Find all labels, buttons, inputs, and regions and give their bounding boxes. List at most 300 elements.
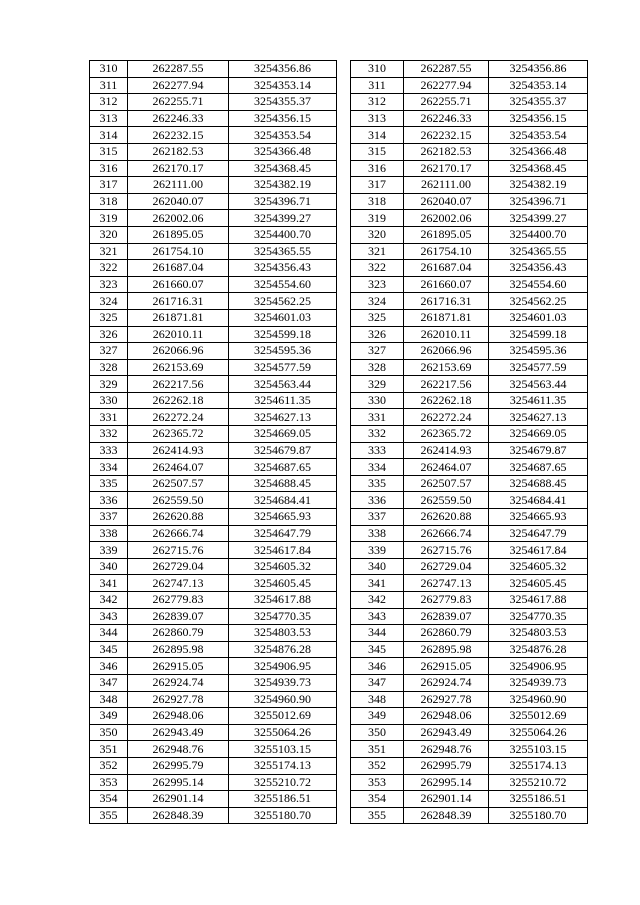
point-number-cell: 320 [351,226,404,243]
x-coordinate-cell: 262915.05 [404,658,489,675]
x-coordinate-cell: 262287.55 [404,61,489,78]
table-row [90,492,337,509]
table-row [351,226,588,243]
y-coordinate-cell: 3254665.93 [229,509,337,526]
table-row [90,459,337,476]
table-row [90,475,337,492]
table-row [351,276,588,293]
x-coordinate-cell: 262915.05 [128,658,229,675]
y-coordinate-cell: 3254611.35 [229,392,337,409]
y-coordinate-cell: 3254679.87 [489,442,588,459]
y-coordinate-cell: 3254382.19 [229,177,337,194]
coordinate-table-right [350,60,588,824]
x-coordinate-cell: 262287.55 [128,61,229,78]
table-row [351,426,588,443]
x-coordinate-cell: 262272.24 [128,409,229,426]
y-coordinate-cell: 3254396.71 [489,193,588,210]
point-number-cell: 344 [90,625,128,642]
point-number-cell: 310 [351,61,404,78]
point-number-cell: 326 [90,326,128,343]
point-number-cell: 313 [90,110,128,127]
x-coordinate-cell: 262246.33 [404,110,489,127]
x-coordinate-cell: 262464.07 [404,459,489,476]
x-coordinate-cell: 261871.81 [128,309,229,326]
y-coordinate-cell: 3254684.41 [489,492,588,509]
y-coordinate-cell: 3254770.35 [229,608,337,625]
y-coordinate-cell: 3254599.18 [229,326,337,343]
y-coordinate-cell: 3254400.70 [489,226,588,243]
y-coordinate-cell: 3254366.48 [489,143,588,160]
point-number-cell: 324 [90,293,128,310]
table-row [351,658,588,675]
y-coordinate-cell: 3255186.51 [229,791,337,808]
table-row [351,757,588,774]
x-coordinate-cell: 262246.33 [128,110,229,127]
x-coordinate-cell: 262901.14 [128,791,229,808]
x-coordinate-cell: 262559.50 [404,492,489,509]
point-number-cell: 335 [351,475,404,492]
point-number-cell: 326 [351,326,404,343]
y-coordinate-cell: 3255174.13 [489,757,588,774]
y-coordinate-cell: 3254960.90 [229,691,337,708]
point-number-cell: 352 [90,757,128,774]
x-coordinate-cell: 261660.07 [404,276,489,293]
y-coordinate-cell: 3254627.13 [229,409,337,426]
y-coordinate-cell: 3254595.36 [489,343,588,360]
coordinate-table-left [89,60,337,824]
y-coordinate-cell: 3254353.54 [489,127,588,144]
table-row [351,177,588,194]
y-coordinate-cell: 3254647.79 [489,525,588,542]
x-coordinate-cell: 262464.07 [128,459,229,476]
table-row [90,592,337,609]
y-coordinate-cell: 3254353.14 [489,77,588,94]
point-number-cell: 347 [351,674,404,691]
x-coordinate-cell: 262620.88 [404,509,489,526]
point-number-cell: 342 [351,592,404,609]
point-number-cell: 316 [351,160,404,177]
point-number-cell: 311 [351,77,404,94]
x-coordinate-cell: 262066.96 [404,343,489,360]
x-coordinate-cell: 262995.14 [404,774,489,791]
table-row [90,193,337,210]
point-number-cell: 342 [90,592,128,609]
x-coordinate-cell: 262010.11 [404,326,489,343]
y-coordinate-cell: 3254356.86 [229,61,337,78]
table-row [90,542,337,559]
x-coordinate-cell: 262715.76 [404,542,489,559]
point-number-cell: 323 [90,276,128,293]
table-row [90,226,337,243]
y-coordinate-cell: 3254356.15 [229,110,337,127]
table-row [351,492,588,509]
x-coordinate-cell: 261754.10 [404,243,489,260]
x-coordinate-cell: 262217.56 [404,376,489,393]
y-coordinate-cell: 3254627.13 [489,409,588,426]
point-number-cell: 314 [351,127,404,144]
point-number-cell: 340 [90,558,128,575]
point-number-cell: 340 [351,558,404,575]
y-coordinate-cell: 3254605.45 [489,575,588,592]
y-coordinate-cell: 3254399.27 [489,210,588,227]
y-coordinate-cell: 3254687.65 [229,459,337,476]
table-row [351,376,588,393]
table-row [90,509,337,526]
x-coordinate-cell: 262272.24 [404,409,489,426]
x-coordinate-cell: 262277.94 [128,77,229,94]
x-coordinate-cell: 262414.93 [128,442,229,459]
x-coordinate-cell: 261716.31 [404,293,489,310]
table-row [351,475,588,492]
coordinate-table-right-body [351,61,588,824]
table-row [90,791,337,808]
point-number-cell: 328 [351,359,404,376]
point-number-cell: 350 [351,724,404,741]
table-row [351,110,588,127]
point-number-cell: 348 [90,691,128,708]
x-coordinate-cell: 262948.76 [404,741,489,758]
x-coordinate-cell: 262943.49 [128,724,229,741]
table-row [90,625,337,642]
y-coordinate-cell: 3255210.72 [229,774,337,791]
table-row [351,293,588,310]
table-row [351,61,588,78]
point-number-cell: 345 [351,641,404,658]
y-coordinate-cell: 3254356.86 [489,61,588,78]
point-number-cell: 349 [90,708,128,725]
y-coordinate-cell: 3254617.84 [489,542,588,559]
y-coordinate-cell: 3254595.36 [229,343,337,360]
table-row [90,774,337,791]
table-row [90,276,337,293]
x-coordinate-cell: 262995.79 [404,757,489,774]
x-coordinate-cell: 262924.74 [128,674,229,691]
table-row [90,724,337,741]
table-row [90,343,337,360]
x-coordinate-cell: 262002.06 [128,210,229,227]
y-coordinate-cell: 3254669.05 [489,426,588,443]
x-coordinate-cell: 262111.00 [128,177,229,194]
y-coordinate-cell: 3255064.26 [489,724,588,741]
table-row [351,143,588,160]
point-number-cell: 333 [351,442,404,459]
point-number-cell: 329 [351,376,404,393]
y-coordinate-cell: 3255210.72 [489,774,588,791]
table-row [351,359,588,376]
y-coordinate-cell: 3255186.51 [489,791,588,808]
x-coordinate-cell: 262217.56 [128,376,229,393]
table-row [90,608,337,625]
table-row [351,641,588,658]
y-coordinate-cell: 3255174.13 [229,757,337,774]
y-coordinate-cell: 3254365.55 [489,243,588,260]
point-number-cell: 348 [351,691,404,708]
point-number-cell: 355 [351,807,404,824]
y-coordinate-cell: 3254365.55 [229,243,337,260]
table-row [90,575,337,592]
point-number-cell: 351 [90,741,128,758]
x-coordinate-cell: 262729.04 [404,558,489,575]
point-number-cell: 355 [90,807,128,824]
x-coordinate-cell: 262232.15 [128,127,229,144]
x-coordinate-cell: 261687.04 [128,260,229,277]
x-coordinate-cell: 262948.06 [404,708,489,725]
y-coordinate-cell: 3254563.44 [489,376,588,393]
y-coordinate-cell: 3254960.90 [489,691,588,708]
x-coordinate-cell: 262153.69 [128,359,229,376]
y-coordinate-cell: 3254617.88 [489,592,588,609]
point-number-cell: 351 [351,741,404,758]
point-number-cell: 354 [351,791,404,808]
point-number-cell: 334 [351,459,404,476]
point-number-cell: 341 [351,575,404,592]
table-row [351,442,588,459]
point-number-cell: 329 [90,376,128,393]
table-row [90,110,337,127]
table-row [351,575,588,592]
table-row [351,243,588,260]
point-number-cell: 331 [90,409,128,426]
y-coordinate-cell: 3254665.93 [489,509,588,526]
table-row [90,658,337,675]
table-row [90,807,337,824]
table-row [351,791,588,808]
table-row [90,376,337,393]
table-row [351,608,588,625]
y-coordinate-cell: 3254577.59 [489,359,588,376]
x-coordinate-cell: 262010.11 [128,326,229,343]
point-number-cell: 314 [90,127,128,144]
x-coordinate-cell: 262747.13 [404,575,489,592]
x-coordinate-cell: 262170.17 [128,160,229,177]
point-number-cell: 312 [90,94,128,111]
x-coordinate-cell: 262040.07 [128,193,229,210]
point-number-cell: 353 [90,774,128,791]
point-number-cell: 318 [90,193,128,210]
y-coordinate-cell: 3254617.84 [229,542,337,559]
x-coordinate-cell: 262414.93 [404,442,489,459]
x-coordinate-cell: 261660.07 [128,276,229,293]
x-coordinate-cell: 262839.07 [404,608,489,625]
point-number-cell: 319 [90,210,128,227]
y-coordinate-cell: 3255064.26 [229,724,337,741]
point-number-cell: 325 [351,309,404,326]
table-row [90,210,337,227]
table-row [90,160,337,177]
table-row [90,426,337,443]
y-coordinate-cell: 3254906.95 [229,658,337,675]
point-number-cell: 335 [90,475,128,492]
point-number-cell: 343 [351,608,404,625]
x-coordinate-cell: 262507.57 [404,475,489,492]
y-coordinate-cell: 3254554.60 [229,276,337,293]
table-row [90,558,337,575]
table-row [90,641,337,658]
x-coordinate-cell: 262948.76 [128,741,229,758]
x-coordinate-cell: 262995.14 [128,774,229,791]
point-number-cell: 315 [90,143,128,160]
x-coordinate-cell: 262924.74 [404,674,489,691]
table-row [351,210,588,227]
x-coordinate-cell: 262620.88 [128,509,229,526]
x-coordinate-cell: 262066.96 [128,343,229,360]
y-coordinate-cell: 3254687.65 [489,459,588,476]
x-coordinate-cell: 262153.69 [404,359,489,376]
y-coordinate-cell: 3254939.73 [229,674,337,691]
x-coordinate-cell: 262860.79 [404,625,489,642]
y-coordinate-cell: 3254399.27 [229,210,337,227]
point-number-cell: 336 [351,492,404,509]
table-row [351,459,588,476]
x-coordinate-cell: 262365.72 [128,426,229,443]
y-coordinate-cell: 3254601.03 [489,309,588,326]
point-number-cell: 312 [351,94,404,111]
table-row [351,343,588,360]
table-row [90,674,337,691]
y-coordinate-cell: 3254688.45 [489,475,588,492]
y-coordinate-cell: 3254684.41 [229,492,337,509]
table-row [351,392,588,409]
table-row [351,807,588,824]
x-coordinate-cell: 262895.98 [128,641,229,658]
x-coordinate-cell: 261871.81 [404,309,489,326]
point-number-cell: 325 [90,309,128,326]
y-coordinate-cell: 3254647.79 [229,525,337,542]
point-number-cell: 327 [90,343,128,360]
table-row [90,359,337,376]
table-row [90,409,337,426]
y-coordinate-cell: 3254605.32 [229,558,337,575]
y-coordinate-cell: 3254368.45 [229,160,337,177]
table-row [90,143,337,160]
point-number-cell: 322 [90,260,128,277]
x-coordinate-cell: 262262.18 [404,392,489,409]
x-coordinate-cell: 262848.39 [128,807,229,824]
y-coordinate-cell: 3255012.69 [489,708,588,725]
point-number-cell: 321 [351,243,404,260]
table-row [351,592,588,609]
x-coordinate-cell: 262860.79 [128,625,229,642]
y-coordinate-cell: 3254906.95 [489,658,588,675]
x-coordinate-cell: 262901.14 [404,791,489,808]
y-coordinate-cell: 3254563.44 [229,376,337,393]
point-number-cell: 343 [90,608,128,625]
y-coordinate-cell: 3254770.35 [489,608,588,625]
point-number-cell: 323 [351,276,404,293]
x-coordinate-cell: 262232.15 [404,127,489,144]
y-coordinate-cell: 3254355.37 [489,94,588,111]
x-coordinate-cell: 262255.71 [404,94,489,111]
table-row [90,392,337,409]
table-row [351,708,588,725]
table-row [351,260,588,277]
point-number-cell: 334 [90,459,128,476]
x-coordinate-cell: 262779.83 [404,592,489,609]
point-number-cell: 338 [90,525,128,542]
x-coordinate-cell: 261687.04 [404,260,489,277]
x-coordinate-cell: 262255.71 [128,94,229,111]
point-number-cell: 331 [351,409,404,426]
coordinate-table-left-body [90,61,337,824]
x-coordinate-cell: 262948.06 [128,708,229,725]
table-row [90,177,337,194]
point-number-cell: 322 [351,260,404,277]
y-coordinate-cell: 3254803.53 [229,625,337,642]
table-row [351,309,588,326]
y-coordinate-cell: 3254382.19 [489,177,588,194]
point-number-cell: 317 [90,177,128,194]
x-coordinate-cell: 262848.39 [404,807,489,824]
y-coordinate-cell: 3254562.25 [489,293,588,310]
y-coordinate-cell: 3254688.45 [229,475,337,492]
y-coordinate-cell: 3254356.15 [489,110,588,127]
point-number-cell: 332 [351,426,404,443]
point-number-cell: 338 [351,525,404,542]
x-coordinate-cell: 262927.78 [128,691,229,708]
x-coordinate-cell: 262927.78 [404,691,489,708]
table-row [351,741,588,758]
point-number-cell: 341 [90,575,128,592]
x-coordinate-cell: 261895.05 [404,226,489,243]
x-coordinate-cell: 262747.13 [128,575,229,592]
x-coordinate-cell: 262839.07 [128,608,229,625]
point-number-cell: 324 [351,293,404,310]
y-coordinate-cell: 3254939.73 [489,674,588,691]
table-row [90,94,337,111]
table-row [351,77,588,94]
x-coordinate-cell: 262666.74 [128,525,229,542]
y-coordinate-cell: 3255012.69 [229,708,337,725]
point-number-cell: 315 [351,143,404,160]
point-number-cell: 349 [351,708,404,725]
table-row [351,94,588,111]
y-coordinate-cell: 3254876.28 [489,641,588,658]
point-number-cell: 354 [90,791,128,808]
table-row [351,542,588,559]
y-coordinate-cell: 3254577.59 [229,359,337,376]
table-row [351,625,588,642]
y-coordinate-cell: 3254368.45 [489,160,588,177]
y-coordinate-cell: 3254601.03 [229,309,337,326]
table-row [90,61,337,78]
x-coordinate-cell: 262365.72 [404,426,489,443]
table-row [90,243,337,260]
table-row [351,724,588,741]
x-coordinate-cell: 262779.83 [128,592,229,609]
x-coordinate-cell: 261895.05 [128,226,229,243]
table-row [351,558,588,575]
table-row [90,293,337,310]
y-coordinate-cell: 3254876.28 [229,641,337,658]
point-number-cell: 330 [90,392,128,409]
point-number-cell: 339 [351,542,404,559]
x-coordinate-cell: 262111.00 [404,177,489,194]
x-coordinate-cell: 262715.76 [128,542,229,559]
x-coordinate-cell: 262182.53 [404,143,489,160]
y-coordinate-cell: 3255103.15 [489,741,588,758]
table-row [90,127,337,144]
y-coordinate-cell: 3255180.70 [489,807,588,824]
y-coordinate-cell: 3254599.18 [489,326,588,343]
point-number-cell: 337 [351,509,404,526]
table-row [351,525,588,542]
table-row [351,160,588,177]
table-row [90,309,337,326]
point-number-cell: 316 [90,160,128,177]
x-coordinate-cell: 262002.06 [404,210,489,227]
point-number-cell: 327 [351,343,404,360]
point-number-cell: 346 [351,658,404,675]
